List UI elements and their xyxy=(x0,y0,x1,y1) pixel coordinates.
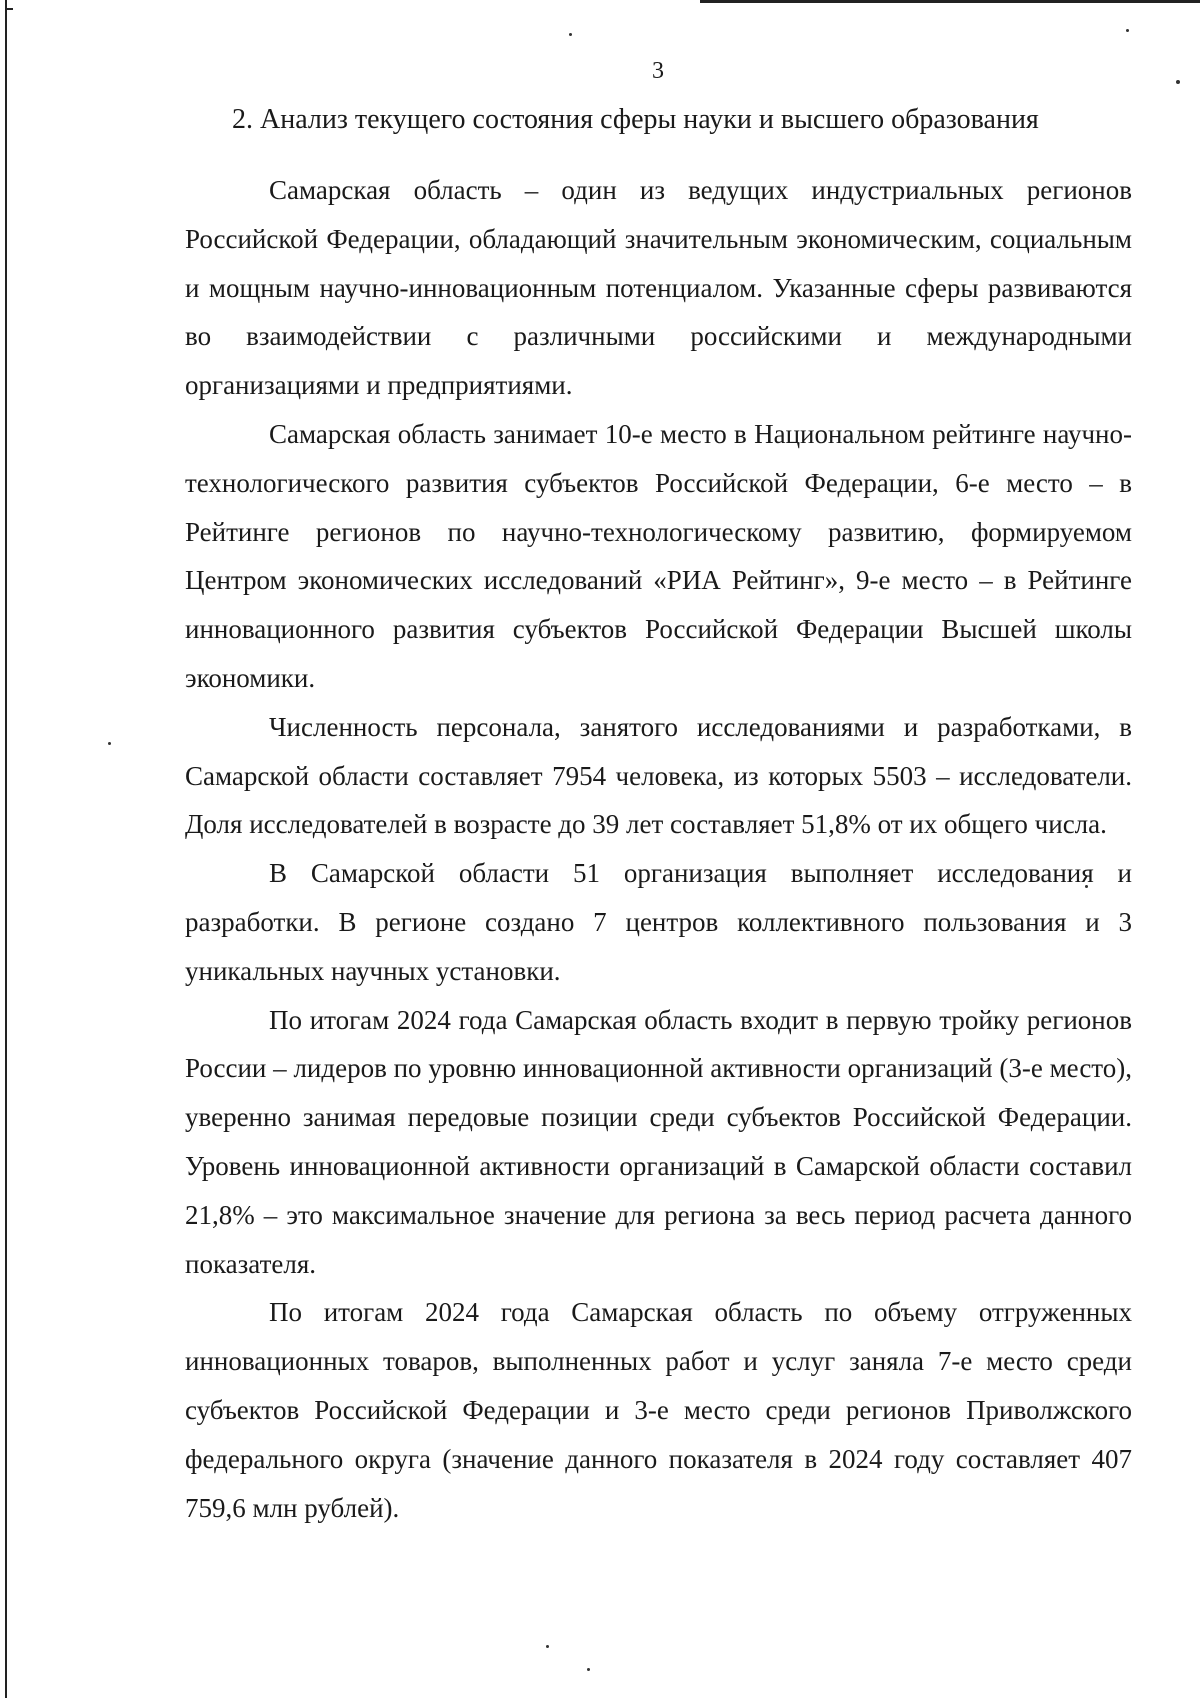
paragraph: В Самарской области 51 организация выполняет исследования и разработки. В регионе создано 7 центров коллективного пользования и 3 уникальных научных установки. xyxy=(185,858,1132,986)
body-text xyxy=(185,166,1132,1532)
scan-speck xyxy=(546,1645,549,1648)
scan-top-edge xyxy=(700,0,1200,3)
paragraph: По итогам 2024 года Самарская область входит в первую тройку регионов России – лидеров по уровню инновационной активности организаций (3-е место), уверенно занимая передовые позиции среди субъектов Российской Федерации. Уровень инновационной активности организаций в Самарской области составил 21,8% – это максимальное значение для региона за весь период расчета данного показателя. xyxy=(185,1004,1132,1279)
paragraph: Численность персонала, занятого исследованиями и разработками, в Самарской области составляет 7954 человека, из которых 5503 – исследователи. Доля исследователей в возрасте до 39 лет составляет 51,8% от их общего числа. xyxy=(185,711,1132,840)
page-number: 3 xyxy=(652,58,664,84)
scan-left-tick xyxy=(5,8,13,10)
scan-speck xyxy=(1126,29,1129,32)
scan-left-edge xyxy=(5,0,7,1698)
paragraph: Самарская область занимает 10-е место в Национальном рейтинге научно-технологического развития субъектов Российской Федерации, 6-е место – в Рейтинге регионов по научно-технологическому развитию, формируемом Центром экономических исследований «РИА Рейтинг», 9-е место – в Рейтинге инновационного развития субъектов Российской Федерации Высшей школы экономики. xyxy=(185,418,1132,693)
paragraph: По итогам 2024 года Самарская область по объему отгруженных инновационных товаров, выполненных работ и услуг заняла 7-е место среди субъектов Российской Федерации и 3-е место среди регионов Приволжского федерального округа (значение данного показателя в 2024 году составляет 407 759,6 млн рублей). xyxy=(185,1297,1132,1523)
paragraph: Самарская область – один из ведущих индустриальных регионов Российской Федерации, обладающий значительным экономическим, социальным и мощным научно-инновационным потенциалом. Указанные сферы развиваются во взаимодействии с различными российскими и международными организациями и предприятиями. xyxy=(185,175,1132,401)
section-heading: 2. Анализ текущего состояния сферы науки и высшего образования xyxy=(232,104,1039,135)
scan-speck xyxy=(587,1668,590,1671)
scan-speck xyxy=(108,742,111,745)
scan-speck xyxy=(569,33,572,36)
